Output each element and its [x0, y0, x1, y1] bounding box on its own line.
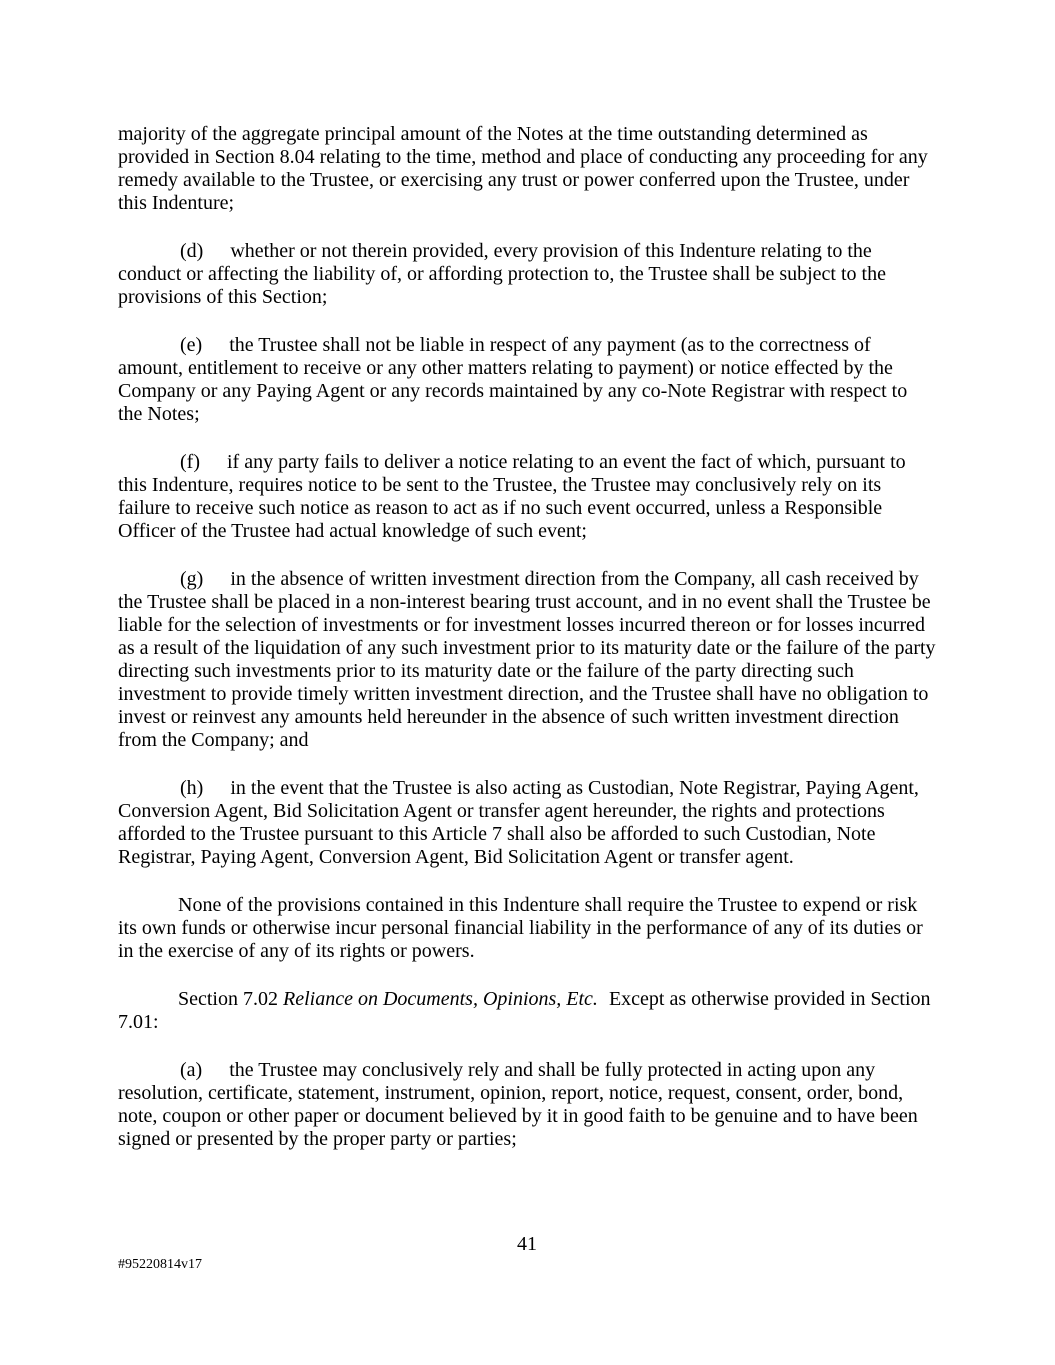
document-body [118, 123, 936, 1151]
paragraph-text: whether or not therein provided, every provision of this Indenture relating to the conduct or affecting the liability of, or affording protection to, the Trustee shall be subject to the provisions of this Section; [118, 240, 886, 308]
paragraph-label: (a) [180, 1059, 203, 1081]
paragraph-none-of-provisions [118, 894, 936, 963]
paragraph-g [118, 568, 936, 752]
paragraph-text: in the absence of written investment direction from the Company, all cash received by the Trustee shall be placed in a non-interest bearing trust account, and in no event shall the Trustee be liable for the selection of investments or for investment losses incurred thereon or for losses incurred as a result of the liquidation of any such investment prior to its maturity date or the failure of the party directing such investments prior to its maturity date or the failure of the party directing such investment to provide timely written investment direction, and the Trustee shall have no obligation to invest or reinvest any amounts held hereunder in the absence of such written investment direction from the Company; and [118, 568, 936, 751]
paragraph-text: majority of the aggregate principal amount of the Notes at the time outstanding determined as provided in Section 8.04 relating to the time, method and place of conducting any proceeding for any remedy available to the Trustee, or exercising any trust or power conferred upon the Trustee, under this Indenture; [118, 123, 928, 214]
section-text: Except as otherwise provided in Section 7.01: [118, 988, 931, 1033]
paragraph-d [118, 240, 936, 309]
paragraph-text: None of the provisions contained in this Indenture shall require the Trustee to expend or risk its own funds or otherwise incur personal financial liability in the performance of any of its duties or in the exercise of any of its rights or powers. [118, 894, 923, 962]
document-id-footer: #95220814v17 [118, 1257, 202, 1272]
paragraph-label: (d) [180, 240, 204, 262]
paragraph-label: (e) [180, 334, 203, 356]
paragraph-text: if any party fails to deliver a notice relating to an event the fact of which, pursuant to this Indenture, requires notice to be sent to the Trustee, the Trustee may conclusively rely on its failure to receive such notice as reason to act as if no such event occurred, unless a Responsible Officer of the Trustee had actual knowledge of such event; [118, 451, 906, 542]
paragraph-e [118, 334, 936, 426]
paragraph-label: (h) [180, 777, 204, 799]
paragraph-text: the Trustee may conclusively rely and shall be fully protected in acting upon any resolution, certificate, statement, instrument, opinion, report, notice, request, consent, order, bond, note, coupon or other paper or document believed by it in good faith to be genuine and to have been signed or presented by the proper party or parties; [118, 1059, 918, 1150]
paragraph-label: (g) [180, 568, 204, 590]
paragraph-section-7-02 [118, 988, 936, 1034]
paragraph-f [118, 451, 936, 543]
paragraph-text: the Trustee shall not be liable in respect of any payment (as to the correctness of amount, entitlement to receive or any other matters relating to payment) or notice effected by the Company or any Paying Agent or any records maintained by any co-Note Registrar with respect to the Notes; [118, 334, 908, 425]
section-title: Reliance on Documents, Opinions, Etc. [283, 988, 598, 1010]
paragraph-label: (f) [180, 451, 200, 473]
paragraph-continuation [118, 123, 936, 215]
paragraph-h [118, 777, 936, 869]
paragraph-text: in the event that the Trustee is also acting as Custodian, Note Registrar, Paying Agent, Conversion Agent, Bid Solicitation Agent or transfer agent hereunder, the rights and protections afforded to the Trustee pursuant to this Article 7 shall also be afforded to such Custodian, Note Registrar, Paying Agent, Conversion Agent, Bid Solicitation Agent or transfer agent. [118, 777, 919, 868]
page-number: 41 [517, 1233, 537, 1255]
paragraph-a [118, 1059, 936, 1151]
section-number: Section 7.02 [178, 988, 278, 1010]
